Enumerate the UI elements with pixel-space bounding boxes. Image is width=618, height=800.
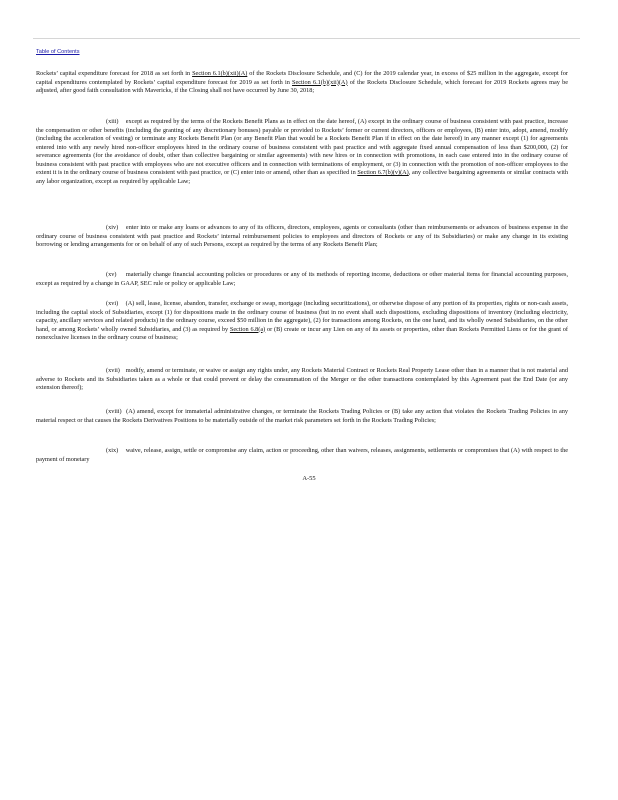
section-link: Section 6.7(b)(v)(A): [357, 169, 409, 176]
clause-xvi: (xvi) (A) sell, lease, license, abandon, transfer, exchange or swap, mortgage (including securitizations), or otherwise dispose of any portion of its properties, rights or non-cash assets, including the capital stock of Subsidiaries, except (1) for dispositions made in the ordinary course of business (but in no event shall such dispositions, excluding dispositions of inventory (including electricity, capacity, ancillary services and related products) in the ordinary course, exceed $50 million in the aggregate), (2) for transactions among Rockets, on the one hand, and its wholly owned Subsidiaries, on the other hand, or among Rockets’ wholly owned Subsidiaries, and (3) as required by Section 6.8(a) or (B) create or incur any Lien on any of its assets or properties, other than Rockets Permitted Liens or for the grant of nonexclusive licenses in the ordinary course of business;: [36, 300, 569, 341]
table-of-contents-link[interactable]: Table of Contents: [36, 49, 80, 55]
clause-xv: (xv) materially change financial accounting policies or procedures or any of its methods of reporting income, deductions or other material items for financial accounting purposes, except as required by a change in GAAP, SEC rule or policy or applicable Law;: [36, 271, 569, 287]
section-link: Section 6.8(a): [229, 325, 266, 333]
clause-number: (xiv): [106, 224, 119, 231]
clause-xvii: (xvii) modify, amend or terminate, or waive or assign any rights under, any Rockets Material Contract or Rockets Real Property Lease other than in a manner that is not material and adverse to Rockets and its Subsidiaries taken as a whole or that could prevent or delay the consummation of the Merger or the other transactions contemplated by this Agreement past the End Date (or any extension thereof);: [36, 367, 569, 391]
clause-number: (xv): [106, 271, 117, 278]
clause-xiv: (xiv) enter into or make any loans or advances to any of its officers, directors, employees, agents or consultants (other than reimbursements or advances of business expense in the ordinary course of business consistent with past practice and Rockets’ internal reimbursement policies to employees and directors of Rockets or any of its Subsidiaries) or make any change in its existing borrowing or lending arrangements for or on behalf of any of such Persons, except as required by the terms of any Rockets Benefit Plan;: [36, 224, 569, 248]
header-divider: [33, 38, 580, 39]
section-link: Section 6.1(b)(xii)(A): [292, 78, 348, 86]
clause-number: (xix): [106, 447, 119, 454]
clause-xix: (xix) waive, release, assign, settle or compromise any claim, action or proceeding, other than waivers, releases, assignments, settlements or compromises that (A) with respect to the payment of monetary: [36, 447, 569, 463]
paragraph-continuation: Rockets’ capital expenditure forecast for 2018 as set forth in Section 6.1(b)(xii)(A) of the Rockets Disclosure Schedule, and (C) for the 2019 calendar year, in excess of $25 million in the aggregate, except for capital expenditures contemplated by Rockets’ capital expenditure forecast for 2019 as set forth in Section 6.1(b)(xii)(A) of the Rockets Disclosure Schedule, which forecast for 2019 Rockets agrees may be adjusted, after good faith consultation with Mavericks, if the Closing shall not have occurred by June 30, 2018;: [36, 70, 568, 94]
clause-number: (xvi): [106, 300, 119, 307]
clause-xiii: (xiii) except as required by the terms of the Rockets Benefit Plans as in effect on the date hereof, (A) except in the ordinary course of business consistent with past practice, increase the compensation or other benefits (including the granting of any discretionary bonuses) payable or provided to Rockets’ former or current directors, officers or employees, (B) enter into, adopt, amend, modify (including the acceleration of vesting) or terminate any Rockets Benefit Plan (or any Benefit Plan that would be a Rockets Benefit Plan if in effect on the date hereof) in any manner except (1) for agreements entered into with any newly hired non-officer employees hired in the ordinary course of business consistent with past practice and with aggregate fixed annual compensation of less than $200,000, (2) for severance agreements (for the avoidance of doubt, other than collective bargaining or similar agreements) with new hires or in connection with promotions, in each case entered into in the ordinary course of business consistent with past practice with employees who are not executive officers and in connection with terminations of employment, or (3) in connection with the promotion of non-officer employees to the extent it is in the ordinary course of business consistent with past practice, or (C) enter into or amend, other than as specified in Section 6.7(b)(v)(A), any collective bargaining agreements or similar contracts with any labor organization, except as required by applicable Law;: [36, 118, 569, 185]
clause-number: (xviii): [106, 408, 122, 415]
section-link: Section 6.1(b)(xii)(A): [192, 70, 248, 77]
page-number: A-55: [302, 475, 316, 482]
clause-xviii: (xviii) (A) amend, except for immaterial administrative changes, or terminate the Rockets Trading Policies or (B) take any action that violates the Rockets Trading Policies in any material respect or that causes the Rockets Derivatives Positions to be materially outside of the market risk parameters set forth in the Rockets Trading Policies;: [36, 408, 568, 424]
clause-number: (xiii): [106, 118, 119, 125]
clause-number: (xvii): [106, 367, 120, 374]
